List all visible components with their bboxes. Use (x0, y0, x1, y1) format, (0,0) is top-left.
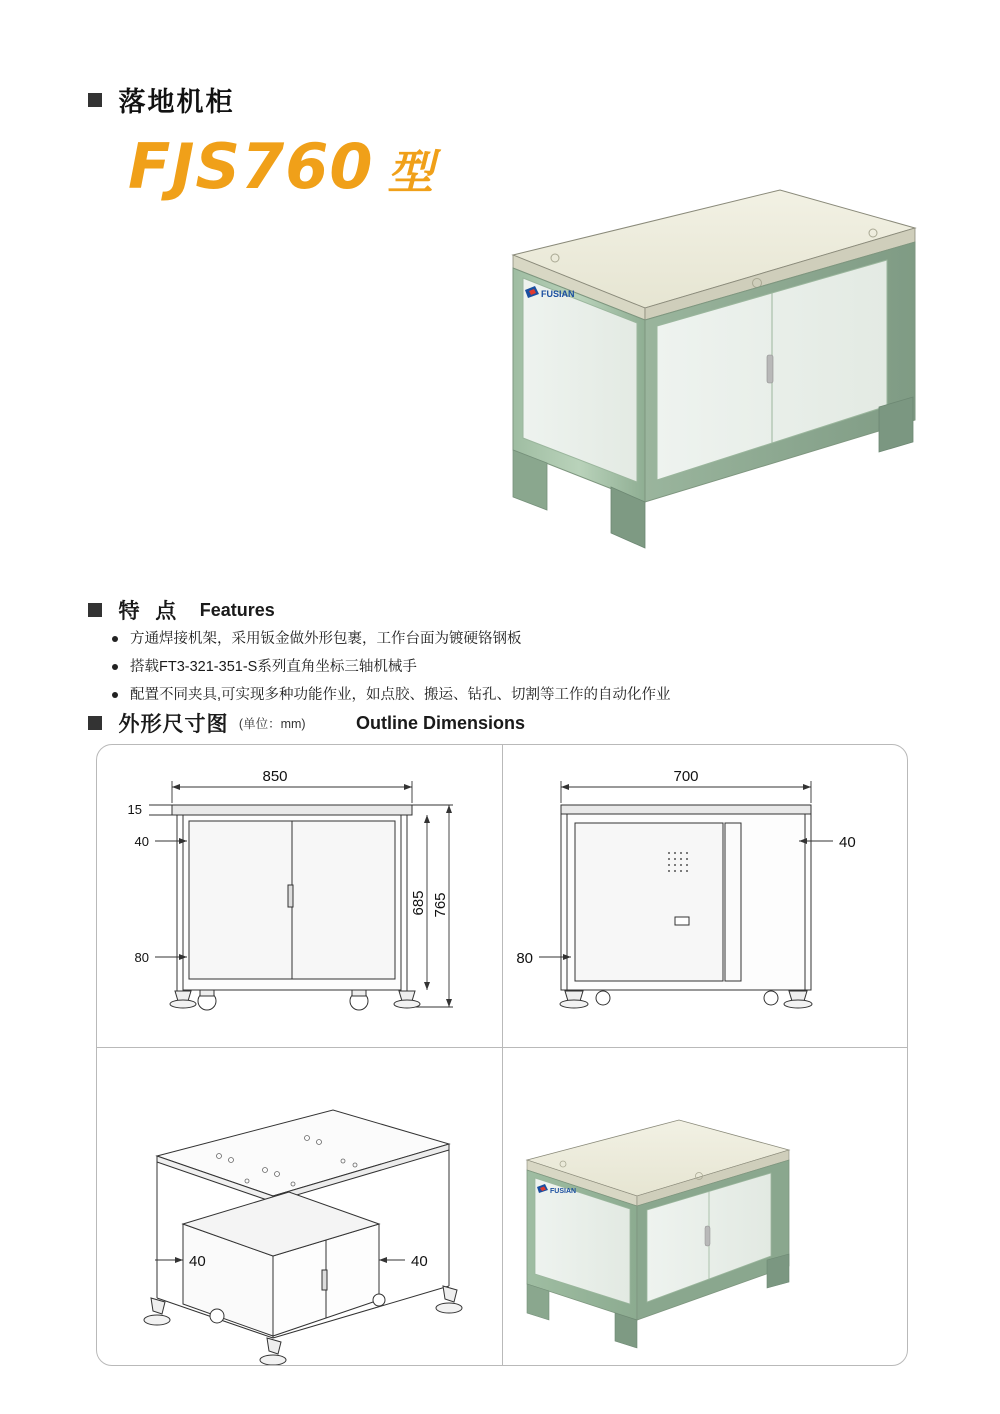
dim-body-height-685: 685 (410, 890, 427, 916)
outline-drawings-panel (96, 744, 908, 1366)
list-item: 配置不同夹具,可实现多种功能作业，如点胶、搬运、钻孔、切割等工作的自动化作业 (108, 683, 808, 707)
dim-top-thickness-15: 15 (127, 802, 142, 817)
isometric-render (503, 1048, 907, 1365)
outline-title-cn: 外形尺寸图 (118, 713, 229, 736)
outline-unit-note: (单位：mm) (238, 717, 306, 731)
dim-width-850: 850 (262, 768, 288, 785)
dim-total-height-765: 765 (432, 892, 449, 918)
dim-upper-offset-40: 40 (134, 834, 149, 849)
list-item: 搭载FT3-321-351-S系列直角坐标三轴机械手 (108, 655, 808, 679)
product-illustration (495, 150, 935, 570)
dim-iso-right-40: 40 (411, 1253, 428, 1270)
title-cn-text: 落地机柜 (118, 87, 235, 117)
side-view-drawing (503, 745, 907, 1047)
square-bullet-icon (88, 716, 102, 730)
features-title-en: Features (199, 599, 275, 620)
dim-lower-offset-80: 80 (134, 950, 149, 965)
svg-text:FUSIAN: FUSIAN (541, 289, 575, 299)
features-list (108, 627, 808, 711)
page-title (88, 80, 234, 119)
list-item: 方通焊接机架，采用钣金做外形包裹，工作台面为镀硬铬钢板 (108, 627, 808, 651)
dim-iso-left-40: 40 (189, 1253, 206, 1270)
model-suffix-text: 型 (387, 146, 435, 198)
outline-title-en: Outline Dimensions (356, 712, 526, 733)
features-heading (88, 595, 275, 625)
dim-depth-700: 700 (673, 768, 699, 785)
front-view-drawing (97, 745, 502, 1047)
model-name-text: FJS760 (128, 130, 374, 203)
outline-heading (88, 708, 525, 738)
svg-text:FUSIAN: FUSIAN (550, 1188, 577, 1195)
model-number (128, 130, 435, 203)
dim-side-lower-offset-80: 80 (516, 950, 533, 967)
square-bullet-icon (88, 93, 102, 107)
dim-right-offset-40: 40 (839, 834, 856, 851)
features-title-cn: 特 点 (118, 600, 182, 623)
square-bullet-icon (88, 603, 102, 617)
isometric-line-drawing (97, 1048, 502, 1365)
